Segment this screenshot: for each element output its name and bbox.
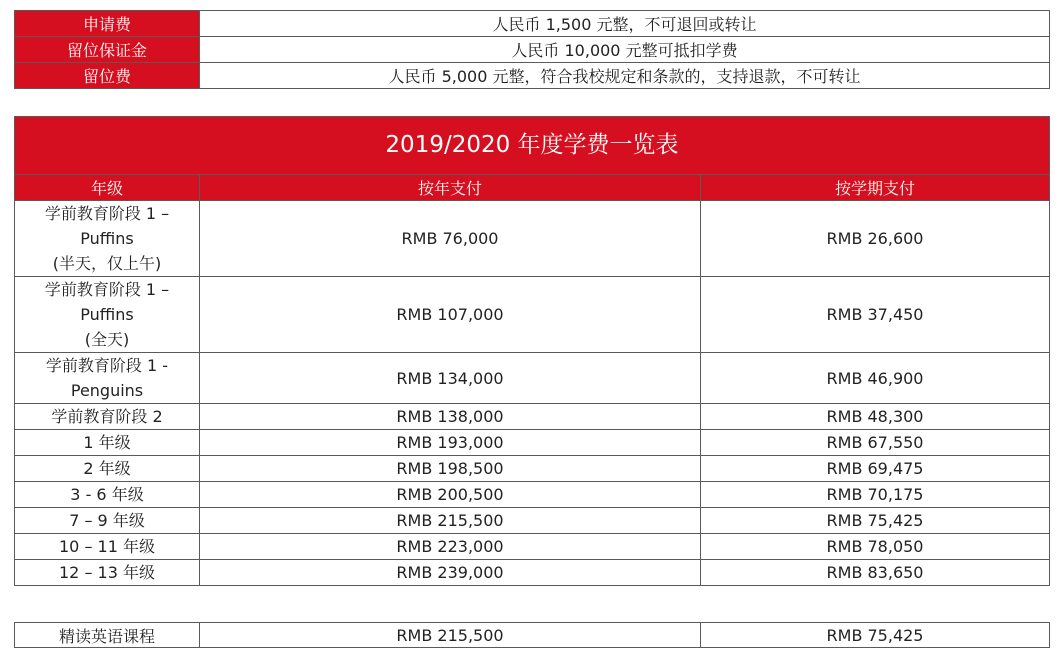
tuition-title: 2019/2020 年度学费一览表 <box>15 117 1050 175</box>
grade-cell: 1 年级 <box>15 430 200 456</box>
fee-label: 留位保证金 <box>15 37 200 63</box>
fee-value: 人民币 5,000 元整，符合我校规定和条款的，支持退款，不可转让 <box>200 63 1050 89</box>
grade-cell: 学前教育阶段 1 - Penguins <box>15 353 200 404</box>
table-row <box>15 404 1050 430</box>
annual-fee-cell: RMB 193,000 <box>200 430 701 456</box>
grade-cell: 2 年级 <box>15 456 200 482</box>
annual-fee-cell: RMB 107,000 <box>200 277 701 353</box>
annual-fee-cell: RMB 223,000 <box>200 534 701 560</box>
annual-fee-cell: RMB 215,500 <box>200 623 701 648</box>
column-header-grade: 年级 <box>15 175 200 201</box>
table-row <box>15 430 1050 456</box>
term-fee-cell: RMB 69,475 <box>701 456 1050 482</box>
fee-label: 申请费 <box>15 11 200 37</box>
grade-cell: 12 – 13 年级 <box>15 560 200 586</box>
annual-fee-cell: RMB 134,000 <box>200 353 701 404</box>
grade-cell: 10 – 11 年级 <box>15 534 200 560</box>
column-header-term: 按学期支付 <box>701 175 1050 201</box>
term-fee-cell: RMB 48,300 <box>701 404 1050 430</box>
annual-fee-cell: RMB 76,000 <box>200 201 701 277</box>
grade-cell: 学前教育阶段 1 – Puffins (半天，仅上午) <box>15 201 200 277</box>
intensive-english-table <box>14 622 1050 648</box>
grade-cell: 3 - 6 年级 <box>15 482 200 508</box>
term-fee-cell: RMB 37,450 <box>701 277 1050 353</box>
grade-cell: 学前教育阶段 2 <box>15 404 200 430</box>
annual-fee-cell: RMB 215,500 <box>200 508 701 534</box>
tuition-header-row <box>15 175 1050 201</box>
annual-fee-cell: RMB 239,000 <box>200 560 701 586</box>
term-fee-cell: RMB 83,650 <box>701 560 1050 586</box>
table-row <box>15 560 1050 586</box>
term-fee-cell: RMB 67,550 <box>701 430 1050 456</box>
fee-label: 留位费 <box>15 63 200 89</box>
term-fee-cell: RMB 46,900 <box>701 353 1050 404</box>
fee-row-deposit <box>15 37 1050 63</box>
fee-value: 人民币 10,000 元整可抵扣学费 <box>200 37 1050 63</box>
fee-value: 人民币 1,500 元整，不可退回或转让 <box>200 11 1050 37</box>
fee-row-application <box>15 11 1050 37</box>
term-fee-cell: RMB 70,175 <box>701 482 1050 508</box>
term-fee-cell: RMB 75,425 <box>701 623 1050 648</box>
grade-cell: 学前教育阶段 1 – Puffins (全天) <box>15 277 200 353</box>
annual-fee-cell: RMB 200,500 <box>200 482 701 508</box>
table-row <box>15 353 1050 404</box>
column-header-annual: 按年支付 <box>200 175 701 201</box>
table-row <box>15 201 1050 277</box>
term-fee-cell: RMB 75,425 <box>701 508 1050 534</box>
fee-row-reservation <box>15 63 1050 89</box>
grade-cell: 精读英语课程 <box>15 623 200 648</box>
annual-fee-cell: RMB 198,500 <box>200 456 701 482</box>
term-fee-cell: RMB 78,050 <box>701 534 1050 560</box>
table-row <box>15 482 1050 508</box>
annual-fee-cell: RMB 138,000 <box>200 404 701 430</box>
table-row <box>15 534 1050 560</box>
table-row <box>15 508 1050 534</box>
grade-cell: 7 – 9 年级 <box>15 508 200 534</box>
tuition-table <box>14 116 1050 586</box>
table-row <box>15 277 1050 353</box>
term-fee-cell: RMB 26,600 <box>701 201 1050 277</box>
table-row <box>15 456 1050 482</box>
fees-table <box>14 10 1050 89</box>
table-row <box>15 623 1050 648</box>
